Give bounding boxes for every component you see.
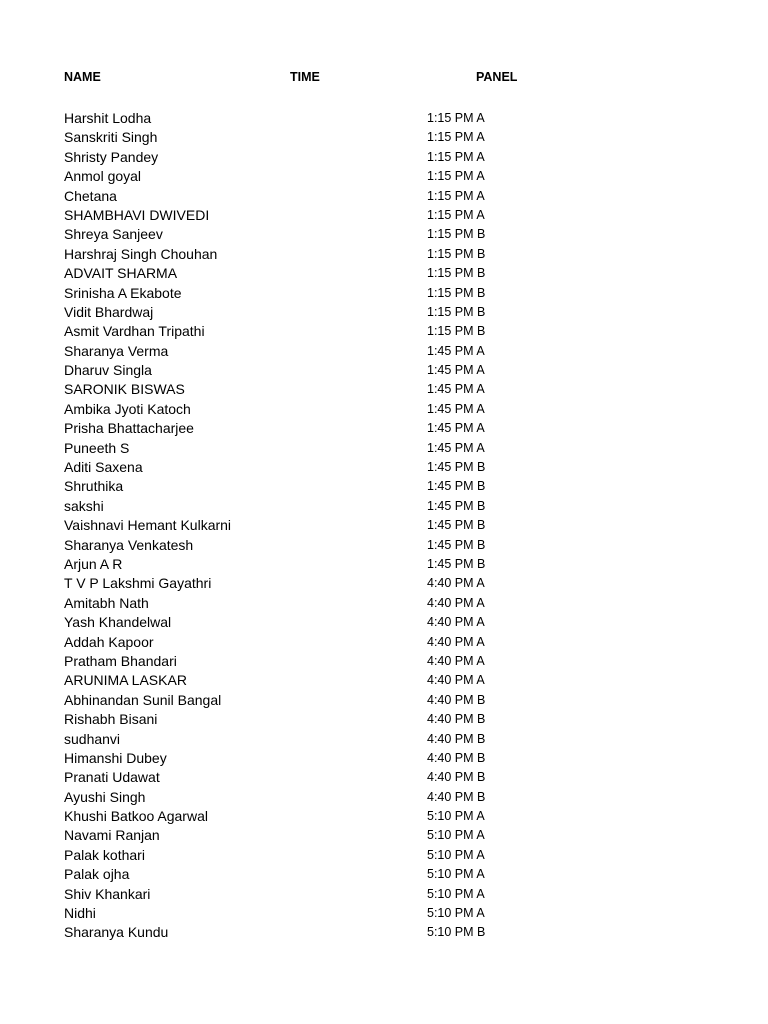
- row-name: Anmol goyal: [64, 168, 142, 185]
- table-row: [0, 826, 768, 845]
- table-row: [0, 322, 768, 341]
- row-time-panel: 4:40 PM A: [427, 595, 485, 610]
- row-name: Sharanya Verma: [64, 342, 169, 359]
- table-row: [0, 225, 768, 244]
- row-name: Pranati Udawat: [64, 769, 160, 786]
- row-time-panel: 1:15 PM B: [427, 227, 486, 242]
- table-row: [0, 516, 768, 535]
- row-time-panel: 1:45 PM B: [427, 460, 486, 475]
- row-name: Shreya Sanjeev: [64, 226, 163, 243]
- row-time-panel: 1:15 PM A: [427, 149, 485, 164]
- table-row: [0, 904, 768, 923]
- row-time-panel: 1:15 PM A: [427, 188, 485, 203]
- table-header: [0, 70, 768, 88]
- row-name: Chetana: [64, 187, 117, 204]
- row-time-panel: 1:45 PM B: [427, 498, 486, 513]
- table-row: [0, 187, 768, 206]
- table-row: [0, 128, 768, 147]
- row-name: Abhinandan Sunil Bangal: [64, 691, 222, 708]
- row-time-panel: 1:45 PM A: [427, 440, 485, 455]
- row-name: Ayushi Singh: [64, 788, 146, 805]
- row-name: Asmit Vardhan Tripathi: [64, 323, 205, 340]
- table-row: [0, 419, 768, 438]
- row-time-panel: 1:15 PM A: [427, 130, 485, 145]
- row-time-panel: 1:45 PM A: [427, 363, 485, 378]
- row-time-panel: 5:10 PM A: [427, 906, 485, 921]
- table-row: [0, 477, 768, 496]
- table-row: [0, 264, 768, 283]
- row-time-panel: 5:10 PM B: [427, 925, 486, 940]
- table-row: [0, 788, 768, 807]
- row-name: Harshraj Singh Chouhan: [64, 245, 218, 262]
- row-name: Pratham Bhandari: [64, 652, 177, 669]
- table-row: [0, 749, 768, 768]
- row-name: Dharuv Singla: [64, 362, 152, 379]
- row-time-panel: 4:40 PM B: [427, 712, 486, 727]
- row-name: T V P Lakshmi Gayathri: [64, 575, 212, 592]
- row-time-panel: 1:45 PM A: [427, 382, 485, 397]
- row-name: Rishabh Bisani: [64, 711, 158, 728]
- header-name: NAME: [64, 70, 101, 84]
- table-row: [0, 807, 768, 826]
- row-time-panel: 4:40 PM A: [427, 634, 485, 649]
- row-name: Amitabh Nath: [64, 594, 149, 611]
- row-name: Palak ojha: [64, 866, 130, 883]
- row-name: Puneeth S: [64, 439, 130, 456]
- table-row: [0, 167, 768, 186]
- table-row: [0, 380, 768, 399]
- row-name: ARUNIMA LASKAR: [64, 672, 187, 689]
- row-name: SHAMBHAVI DWIVEDI: [64, 206, 210, 223]
- row-time-panel: 1:45 PM B: [427, 479, 486, 494]
- row-name: Shiv Khankari: [64, 885, 151, 902]
- schedule-list: [0, 109, 768, 943]
- row-name: Sharanya Kundu: [64, 924, 169, 941]
- row-time-panel: 4:40 PM B: [427, 750, 486, 765]
- table-row: [0, 691, 768, 710]
- table-row: [0, 361, 768, 380]
- row-time-panel: 4:40 PM A: [427, 576, 485, 591]
- row-name: Prisha Bhattacharjee: [64, 420, 194, 437]
- row-name: Addah Kapoor: [64, 633, 154, 650]
- table-row: [0, 109, 768, 128]
- row-time-panel: 4:40 PM B: [427, 731, 486, 746]
- table-row: [0, 342, 768, 361]
- table-row: [0, 284, 768, 303]
- table-row: [0, 439, 768, 458]
- row-time-panel: 1:45 PM A: [427, 343, 485, 358]
- row-time-panel: 1:15 PM B: [427, 246, 486, 261]
- row-time-panel: 5:10 PM A: [427, 828, 485, 843]
- row-name: Khushi Batkoo Agarwal: [64, 808, 208, 825]
- row-name: sakshi: [64, 497, 104, 514]
- row-name: Ambika Jyoti Katoch: [64, 400, 191, 417]
- table-row: [0, 148, 768, 167]
- row-time-panel: 5:10 PM A: [427, 847, 485, 862]
- table-row: [0, 768, 768, 787]
- table-row: [0, 710, 768, 729]
- row-name: sudhanvi: [64, 730, 121, 747]
- table-row: [0, 652, 768, 671]
- table-row: [0, 594, 768, 613]
- row-time-panel: 4:40 PM A: [427, 653, 485, 668]
- row-time-panel: 4:40 PM B: [427, 770, 486, 785]
- row-time-panel: 1:15 PM B: [427, 266, 486, 281]
- row-time-panel: 1:45 PM A: [427, 401, 485, 416]
- table-row: [0, 497, 768, 516]
- header-time: TIME: [290, 70, 320, 84]
- row-time-panel: 1:15 PM A: [427, 111, 485, 125]
- row-name: Navami Ranjan: [64, 827, 160, 844]
- table-row: [0, 730, 768, 749]
- row-name: Vidit Bhardwaj: [64, 303, 154, 320]
- table-row: [0, 633, 768, 652]
- table-row: [0, 458, 768, 477]
- table-row: [0, 245, 768, 264]
- row-time-panel: 1:45 PM B: [427, 518, 486, 533]
- row-name: Harshit Lodha: [64, 110, 152, 126]
- row-time-panel: 1:15 PM A: [427, 169, 485, 184]
- table-row: [0, 671, 768, 690]
- row-name: ADVAIT SHARMA: [64, 265, 178, 282]
- row-name: Yash Khandelwal: [64, 614, 172, 631]
- table-row: [0, 574, 768, 593]
- row-name: Aditi Saxena: [64, 459, 143, 476]
- row-name: Palak kothari: [64, 846, 145, 863]
- table-row: [0, 613, 768, 632]
- row-time-panel: 5:10 PM A: [427, 867, 485, 882]
- row-name: Sharanya Venkatesh: [64, 536, 194, 553]
- table-row: [0, 400, 768, 419]
- row-time-panel: 1:15 PM B: [427, 304, 486, 319]
- row-time-panel: 1:15 PM B: [427, 324, 486, 339]
- row-time-panel: 1:15 PM B: [427, 285, 486, 300]
- row-name: Shruthika: [64, 478, 124, 495]
- table-row: [0, 303, 768, 322]
- row-time-panel: 1:45 PM B: [427, 556, 486, 571]
- table-row: [0, 865, 768, 884]
- row-time-panel: 4:40 PM B: [427, 692, 486, 707]
- row-time-panel: 4:40 PM A: [427, 615, 485, 630]
- row-name: Sanskriti Singh: [64, 129, 158, 146]
- row-name: Nidhi: [64, 905, 96, 922]
- table-row: [0, 846, 768, 865]
- row-time-panel: 5:10 PM A: [427, 809, 485, 824]
- table-row: [0, 923, 768, 942]
- row-name: Shristy Pandey: [64, 148, 159, 165]
- row-name: SARONIK BISWAS: [64, 381, 185, 398]
- row-name: Arjun A R: [64, 555, 123, 572]
- row-time-panel: 4:40 PM B: [427, 789, 486, 804]
- row-time-panel: 5:10 PM A: [427, 886, 485, 901]
- header-panel: PANEL: [476, 70, 518, 84]
- row-time-panel: 1:45 PM A: [427, 421, 485, 436]
- row-time-panel: 4:40 PM A: [427, 673, 485, 688]
- row-name: Vaishnavi Hemant Kulkarni: [64, 517, 232, 534]
- row-time-panel: 1:45 PM B: [427, 537, 486, 552]
- row-time-panel: 1:15 PM A: [427, 207, 485, 222]
- table-row: [0, 206, 768, 225]
- table-row: [0, 885, 768, 904]
- table-row: [0, 555, 768, 574]
- row-name: Srinisha A Ekabote: [64, 284, 182, 301]
- table-row: [0, 536, 768, 555]
- row-name: Himanshi Dubey: [64, 749, 167, 766]
